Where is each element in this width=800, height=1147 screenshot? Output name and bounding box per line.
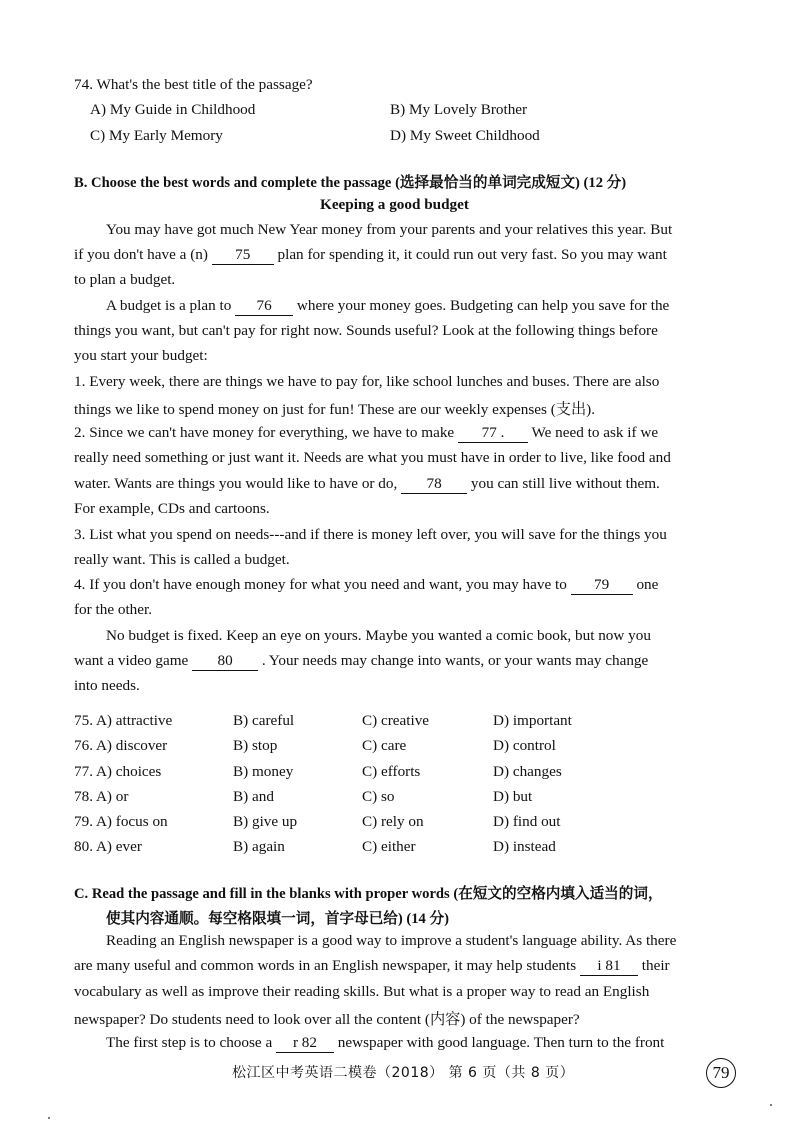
passage-line <box>74 271 175 289</box>
line-text: for the other. <box>74 601 153 618</box>
page-footer: 松江区中考英语二模卷（2018） 第 6 页（共 8 页） <box>232 1065 575 1081</box>
choice-option: C) efforts <box>362 763 421 780</box>
scan-speck <box>770 1104 772 1106</box>
q74-option-b: B) My Lovely Brother <box>390 101 528 118</box>
line-text: you start your budget: <box>74 347 208 364</box>
line-text: For example, CDs and cartoons. <box>74 500 270 517</box>
choice-option: 79. A) focus on <box>74 813 168 830</box>
line-text: No budget is fixed. Keep an eye on yours. Maybe you wanted a comic book, but now you <box>106 627 651 644</box>
section-c-heading: C. Read the passage and fill in the blanks with proper words (在短文的空格内填入适当的词， <box>74 886 663 902</box>
line-text: really want. This is called a budget. <box>74 551 290 568</box>
passage-line <box>74 957 670 976</box>
line-text: want a video game <box>74 652 193 669</box>
choice-option: C) creative <box>362 712 430 729</box>
line-text: 1. Every week, there are things we have to pay for, like school lunches and buses. There are also <box>74 373 660 390</box>
q74-option-c: C) My Early Memory <box>90 127 223 144</box>
choice-option: B) stop <box>233 737 278 754</box>
answer-blank: 75 <box>212 247 274 265</box>
passage-line <box>74 551 290 569</box>
choice-option: C) either <box>362 838 416 855</box>
answer-blank: 78 <box>401 476 467 494</box>
line-text: vocabulary as well as improve their reading skills. But what is a proper way to read an English <box>74 983 650 1000</box>
choice-option: D) find out <box>493 813 561 830</box>
line-text: to plan a budget. <box>74 271 176 288</box>
passage-line <box>74 576 658 595</box>
line-text: 2. Since we can't have money for everything, we have to make <box>74 424 458 441</box>
passage-line <box>74 246 667 265</box>
line-text: water. Wants are things you would like to have or do, <box>74 475 402 492</box>
answer-blank: 76 <box>235 298 293 316</box>
passage-b-title: Keeping a good budget <box>320 196 469 213</box>
line-text: 4. If you don't have enough money for what you need and want, you may have to <box>74 576 571 593</box>
passage-line <box>74 373 659 391</box>
line-text: newspaper? Do students need to look over all the content (内容) of the newspaper? <box>74 1011 580 1028</box>
choice-option: B) give up <box>233 813 298 830</box>
choice-option: B) money <box>233 763 294 780</box>
line-text: really need something or just want it. Needs are what you must have in order to live, like food and <box>74 449 671 466</box>
passage-line <box>74 475 660 494</box>
answer-blank: r 82 <box>276 1035 334 1053</box>
answer-blank: i 81 <box>580 958 638 976</box>
choice-option: 80. A) ever <box>74 838 142 855</box>
passage-line <box>74 500 270 518</box>
line-text: You may have got much New Year money from your parents and your relatives this year. But <box>106 221 673 238</box>
line-text: where your money goes. Budgeting can help you save for the <box>293 297 670 314</box>
q74-question: 74. What's the best title of the passage? <box>74 76 313 93</box>
line-text: things you want, but can't pay for right now. Sounds useful? Look at the following things before <box>74 322 658 339</box>
choice-option: D) important <box>493 712 572 729</box>
scan-speck <box>48 1117 50 1119</box>
passage-line <box>74 526 667 544</box>
choice-option: C) rely on <box>362 813 424 830</box>
line-text: The first step is to choose a <box>106 1034 276 1051</box>
choice-option: B) again <box>233 838 285 855</box>
q74-option-a: A) My Guide in Childhood <box>90 101 256 118</box>
choice-option: 76. A) discover <box>74 737 168 754</box>
passage-line <box>74 677 140 695</box>
choice-option: B) careful <box>233 712 295 729</box>
line-text: you can still live without them. <box>467 475 660 492</box>
line-text: Reading an English newspaper is a good way to improve a student's language ability. As there <box>106 932 677 949</box>
choice-option: D) instead <box>493 838 556 855</box>
choice-option: 78. A) or <box>74 788 129 805</box>
line-text: into needs. <box>74 677 140 694</box>
line-text: plan for spending it, it could run out very fast. So you may want <box>273 246 667 263</box>
section-b-heading: B. Choose the best words and complete the passage (选择最恰当的单词完成短文) (12 分) <box>74 175 627 191</box>
passage-line <box>74 398 595 419</box>
passage-line <box>74 983 649 1001</box>
line-text: A budget is a plan to <box>106 297 236 314</box>
choice-option: D) control <box>493 737 556 754</box>
passage-line <box>106 221 672 239</box>
passage-line <box>74 424 658 443</box>
answer-blank: 80 <box>192 653 258 671</box>
passage-line <box>74 1008 580 1029</box>
q74-option-d: D) My Sweet Childhood <box>390 127 540 144</box>
line-text: We need to ask if we <box>527 424 659 441</box>
passage-line <box>106 1034 664 1053</box>
passage-line <box>106 627 651 645</box>
passage-line <box>74 347 208 365</box>
choice-option: 77. A) choices <box>74 763 162 780</box>
page-number-badge: 79 <box>706 1058 736 1088</box>
line-text: one <box>632 576 659 593</box>
line-text: are many useful and common words in an English newspaper, it may help students <box>74 957 580 974</box>
passage-line <box>74 652 648 671</box>
passage-line <box>74 449 671 467</box>
line-text: their <box>637 957 670 974</box>
section-c-heading-cont: 使其内容通顺。每空格限填一词，首字母已给) (14 分) <box>106 911 449 927</box>
passage-line <box>106 932 676 950</box>
answer-blank: 79 <box>571 577 633 595</box>
line-text: 3. List what you spend on needs---and if there is money left over, you will save for the things you <box>74 526 667 543</box>
answer-blank: 77 . <box>458 425 528 443</box>
line-text: if you don't have a (n) <box>74 246 212 263</box>
line-text: newspaper with good language. Then turn to the front <box>333 1034 665 1051</box>
passage-line <box>106 297 669 316</box>
choice-option: C) so <box>362 788 395 805</box>
choice-option: B) and <box>233 788 274 805</box>
choice-option: 75. A) attractive <box>74 712 173 729</box>
passage-line <box>74 322 658 340</box>
choice-option: D) changes <box>493 763 562 780</box>
passage-line <box>74 601 152 619</box>
line-text: . Your needs may change into wants, or your wants may change <box>258 652 649 669</box>
choice-option: D) but <box>493 788 533 805</box>
choice-option: C) care <box>362 737 407 754</box>
line-text: things we like to spend money on just for fun! These are our weekly expenses (支出). <box>74 401 596 418</box>
